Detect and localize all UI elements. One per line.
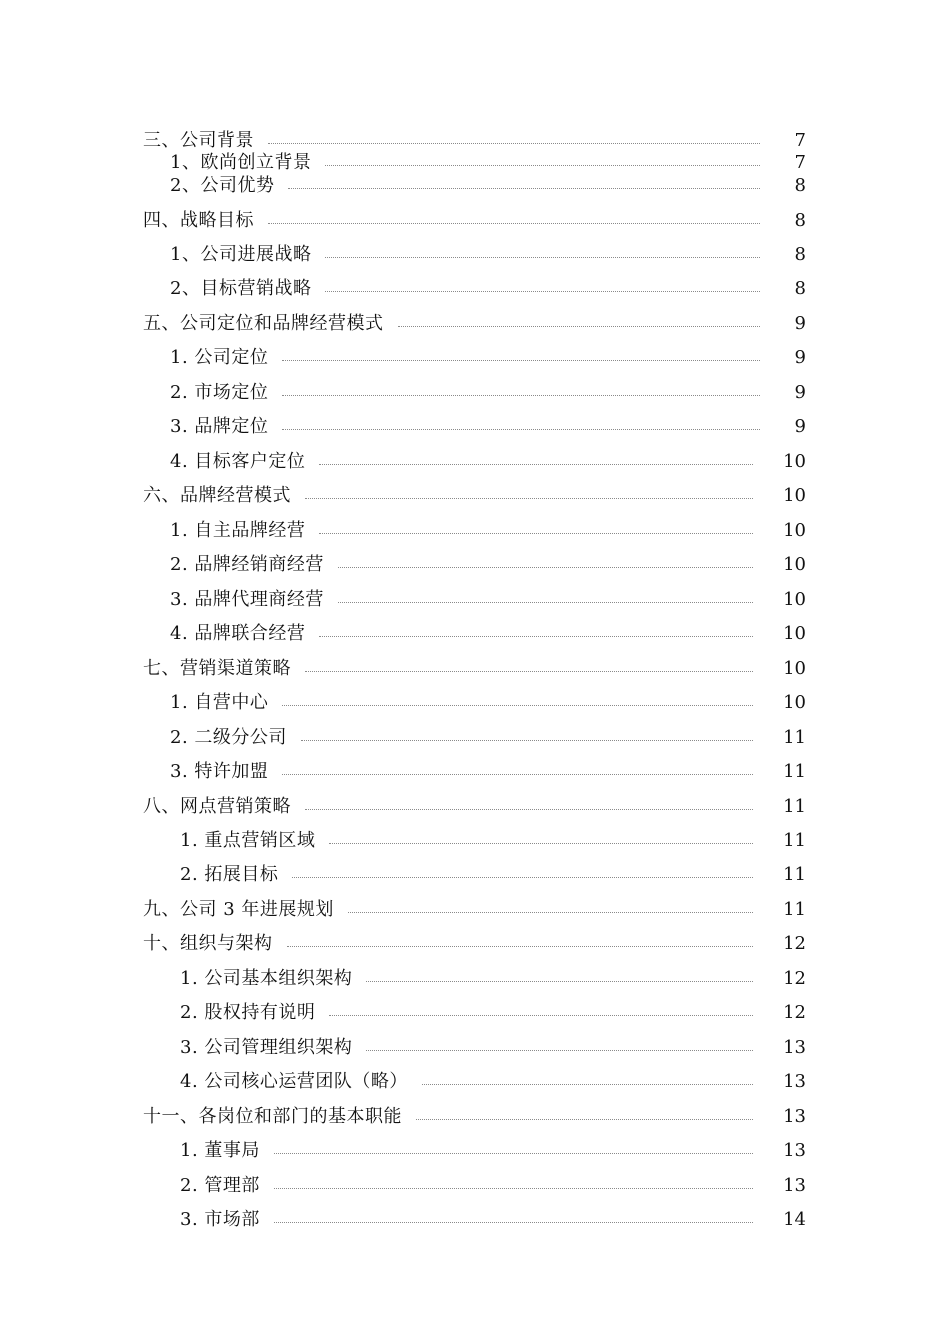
toc-page-number: 9 [794,382,806,403]
toc-page-number: 12 [783,1002,806,1023]
toc-leader-dots [282,429,760,430]
toc-entry-title: 1. 自营中心 [170,692,269,713]
toc-entry[interactable] [0,759,950,787]
toc-entry[interactable] [0,931,950,959]
toc-page-number: 14 [783,1209,806,1230]
toc-leader-dots [305,671,753,672]
toc-leader-dots [282,774,753,775]
toc-leader-dots [325,257,760,258]
toc-entry-title: 九、公司 3 年进展规划 [143,899,334,920]
toc-entry[interactable] [0,345,950,373]
toc-entry[interactable] [0,1173,950,1201]
toc-page-number: 10 [783,485,806,506]
toc-entry[interactable] [0,966,950,994]
toc-leader-dots [348,912,753,913]
toc-page-number: 11 [783,864,806,885]
toc-entry[interactable] [0,1138,950,1166]
toc-entry[interactable] [0,483,950,511]
toc-entry-title: 1. 公司基本组织架构 [180,968,353,989]
toc-leader-dots [325,165,760,166]
toc-entry[interactable] [0,552,950,580]
toc-entry-title: 五、公司定位和品牌经营模式 [143,313,384,334]
toc-leader-dots [319,533,753,534]
toc-entry-title: 3. 公司管理组织架构 [180,1037,353,1058]
toc-entry[interactable] [0,1104,950,1132]
toc-leader-dots [282,705,753,706]
toc-entry-title: 4. 目标客户定位 [170,451,306,472]
toc-entry[interactable] [0,276,950,304]
toc-entry-title: 七、营销渠道策略 [143,658,291,679]
toc-entry-title: 2. 二级分公司 [170,727,287,748]
toc-entry-title: 3. 市场部 [180,1209,260,1230]
toc-entry-title: 4. 品牌联合经营 [170,623,306,644]
toc-leader-dots [398,326,760,327]
toc-entry-title: 1. 自主品牌经营 [170,520,306,541]
toc-entry-title: 1. 公司定位 [170,347,269,368]
toc-page-number: 13 [783,1140,806,1161]
toc-page-number: 11 [783,727,806,748]
toc-page-number: 11 [783,899,806,920]
toc-page-number: 8 [794,244,806,265]
toc-page-number: 13 [783,1071,806,1092]
toc-leader-dots [305,498,753,499]
toc-entry-title: 四、战略目标 [143,210,254,231]
toc-entry[interactable] [0,242,950,270]
toc-entry-title: 2. 拓展目标 [180,864,279,885]
toc-entry-title: 1. 董事局 [180,1140,260,1161]
toc-entry[interactable] [0,862,950,890]
toc-page-number: 8 [794,175,806,196]
toc-entry[interactable] [0,380,950,408]
toc-page-number: 11 [783,761,806,782]
toc-entry-title: 三、公司背景 [143,130,254,151]
toc-entry-title: 3. 品牌代理商经营 [170,589,324,610]
toc-leader-dots [338,567,753,568]
toc-page-number: 13 [783,1175,806,1196]
toc-page-number: 9 [794,313,806,334]
toc-page-number: 7 [794,130,806,151]
toc-leader-dots [422,1084,753,1085]
toc-page-number: 12 [783,933,806,954]
toc-entry-title: 2、公司优势 [170,175,275,196]
toc-page-number: 13 [783,1037,806,1058]
toc-entry[interactable] [0,1069,950,1097]
toc-leader-dots [366,1050,753,1051]
toc-leader-dots [305,809,753,810]
toc-page-number: 10 [783,692,806,713]
toc-entry-title: 2、目标营销战略 [170,278,312,299]
toc-leader-dots [366,981,753,982]
toc-page-number: 11 [783,830,806,851]
toc-leader-dots [288,188,760,189]
toc-page-number: 13 [783,1106,806,1127]
toc-page-number: 7 [794,152,806,173]
toc-entry-title: 2. 品牌经销商经营 [170,554,324,575]
toc-entry[interactable] [0,725,950,753]
toc-leader-dots [338,602,753,603]
toc-page-number: 9 [794,347,806,368]
toc-leader-dots [274,1188,753,1189]
toc-leader-dots [274,1222,753,1223]
toc-leader-dots [416,1119,753,1120]
toc-entry[interactable] [0,208,950,236]
toc-entry-title: 3. 品牌定位 [170,416,269,437]
toc-entry-title: 2. 市场定位 [170,382,269,403]
toc-leader-dots [292,877,753,878]
toc-leader-dots [268,143,760,144]
toc-entry-title: 八、网点营销策略 [143,796,291,817]
toc-page-number: 10 [783,520,806,541]
toc-entry[interactable] [0,621,950,649]
toc-leader-dots [282,395,760,396]
toc-page-number: 8 [794,278,806,299]
toc-entry[interactable] [0,173,950,201]
toc-entry[interactable] [0,587,950,615]
toc-entry[interactable] [0,1207,950,1235]
toc-page-number: 10 [783,554,806,575]
toc-entry-title: 2. 管理部 [180,1175,260,1196]
toc-page-number: 8 [794,210,806,231]
toc-entry[interactable] [0,449,950,477]
toc-entry-title: 1、欧尚创立背景 [170,152,312,173]
toc-leader-dots [274,1153,753,1154]
toc-entry[interactable] [0,1035,950,1063]
toc-leader-dots [282,360,760,361]
toc-leader-dots [329,843,753,844]
toc-entry-title: 2. 股权持有说明 [180,1002,316,1023]
toc-entry[interactable] [0,518,950,546]
toc-page-number: 10 [783,589,806,610]
toc-page-number: 9 [794,416,806,437]
toc-entry[interactable] [0,828,950,856]
toc-leader-dots [325,291,760,292]
toc-entry-title: 4. 公司核心运营团队（略） [180,1071,408,1092]
toc-page-number: 10 [783,451,806,472]
toc-page-number: 10 [783,623,806,644]
toc-entry[interactable] [0,414,950,442]
toc-entry[interactable] [0,690,950,718]
toc-leader-dots [301,740,753,741]
toc-page-number: 10 [783,658,806,679]
toc-entry[interactable] [0,897,950,925]
toc-entry-title: 六、品牌经营模式 [143,485,291,506]
toc-entry[interactable] [0,1000,950,1028]
toc-entry-title: 十、组织与架构 [143,933,273,954]
toc-entry-title: 十一、各岗位和部门的基本职能 [143,1106,402,1127]
toc-leader-dots [319,636,753,637]
toc-page-number: 12 [783,968,806,989]
toc-leader-dots [319,464,753,465]
toc-entry[interactable] [0,656,950,684]
toc-leader-dots [287,946,753,947]
toc-entry-title: 3. 特许加盟 [170,761,269,782]
toc-entry-title: 1、公司进展战略 [170,244,312,265]
toc-leader-dots [329,1015,753,1016]
toc-entry[interactable] [0,794,950,822]
toc-entry[interactable] [0,311,950,339]
toc-entry-title: 1. 重点营销区域 [180,830,316,851]
toc-page-number: 11 [783,796,806,817]
toc-leader-dots [268,223,760,224]
